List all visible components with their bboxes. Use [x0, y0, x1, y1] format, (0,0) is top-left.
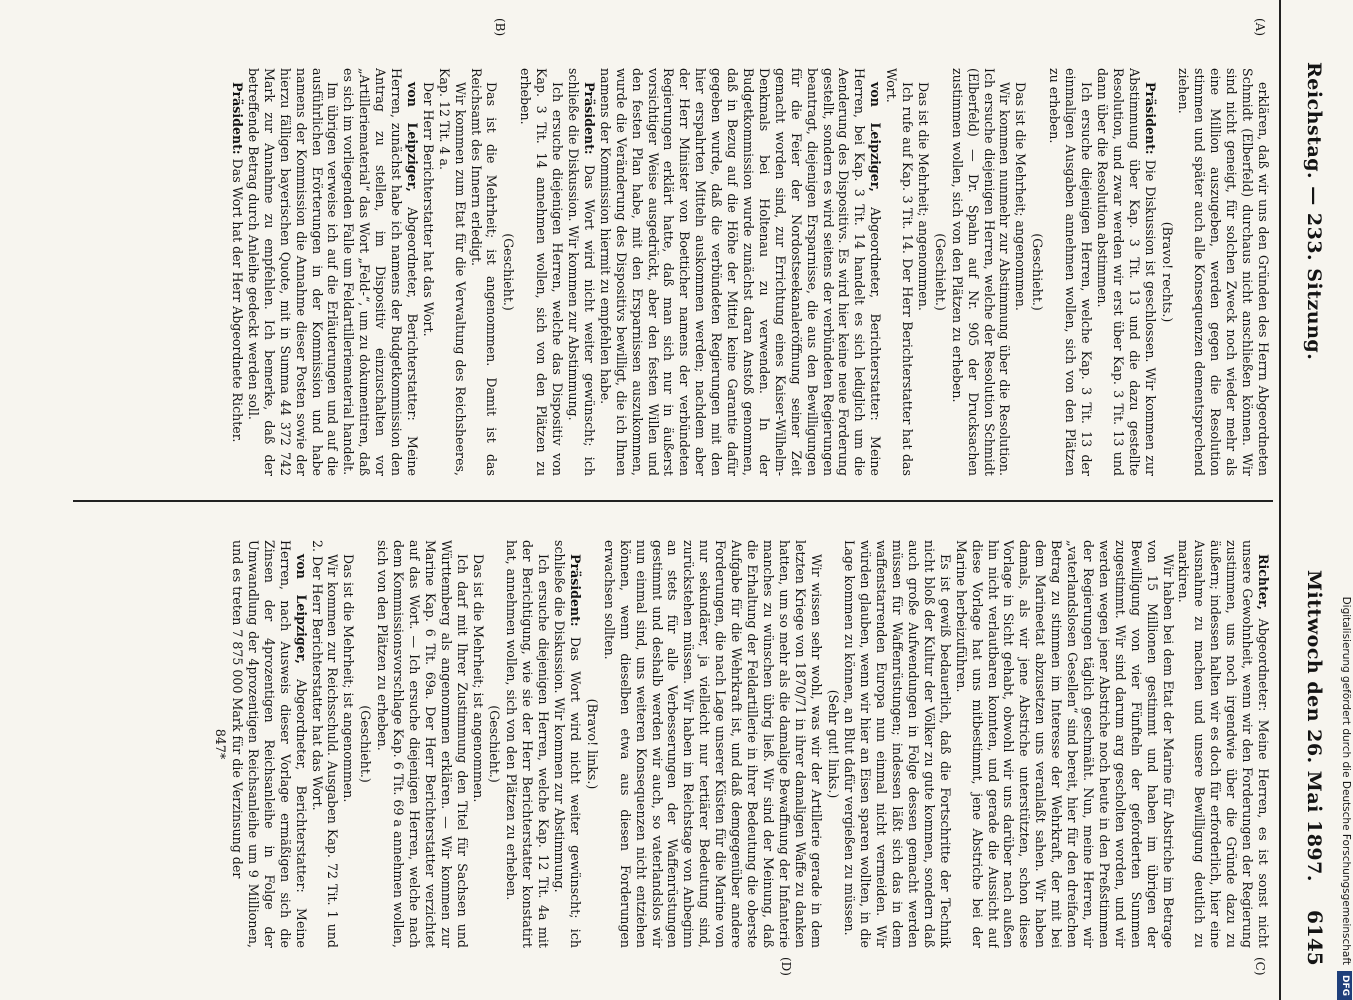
paragraph-text: Ich ersuche diejenigen Herren, welche das Dispositiv von Kap. 3 Tit. 14 annehmen wollen, sich von den Plätzen zu erheben.	[518, 68, 566, 476]
paragraph	[517, 68, 565, 476]
paragraph-text: Das ist die Mehrheit; ist angenommen.	[341, 554, 357, 803]
paragraph	[883, 68, 915, 476]
left-column	[71, 68, 1271, 476]
paragraph-text: Wir kommen nunmehr zur Abstimmung über die Resolution. Ich ersuche diejenigen Herren, welche der Resolution Schmidt (Elberfeld) — Dr. Spahn auf Nr. 905 der Drucksachen zustimmen wollen, sich von den Plätzen zu erheben.	[949, 68, 1013, 476]
paragraph-text: Das ist die Mehrheit; ist angenommen. Damit ist das Reichsamt des Innern erledigt.	[468, 68, 500, 476]
paragraph-text: Abgeordneter: Meine Herren, es ist sonst nicht unsere Gewohnheit, wenn wir den Forderungen der Regierung zustimmen, uns noch irgendwie über die Gründe dazu zu äußern; indessen halten wir es doch für erforderlich, hier eine Ausnahme zu machen und unsere Bewilligung deutlich zu markiren.	[1176, 540, 1271, 948]
paragraph-text: (Geschieht.)	[932, 233, 948, 311]
page-number: 6145	[1303, 910, 1327, 966]
margin-letter-c: (C)	[1253, 957, 1267, 976]
paragraph	[597, 68, 883, 476]
paragraph-text: Ich darf mit Ihrer Zustimmung den Titel für Sachsen und Württemberg als angenommen erklären. — Wir kommen zur Marine Kap. 6 Tit. 69a. Der Herr Berichterstatter verzichtet auf das Wort. — Ich ersuche diejenigen Herren, welche nach dem Kommissionsvorschlage Kap. 6 Tit. 69 a annehmen wollen, sich von den Plätzen zu erheben.	[375, 540, 470, 948]
paragraph-text: Das ist die Mehrheit; ist angenommen.	[470, 554, 486, 803]
column-divider	[73, 500, 1273, 502]
digitization-credit	[1338, 10, 1353, 1000]
paragraph-text: Das Wort wird nicht weiter gewünscht; ich schließe die Diskussion. Wir kommen zur Abstimmung.	[566, 68, 597, 476]
paragraph-text: Der Herr Berichterstatter hat das Wort.	[420, 82, 436, 337]
paragraph	[1176, 540, 1271, 948]
speaker-name: von Leipziger,	[868, 82, 884, 192]
paragraph-text: Das ist die Mehrheit; angenommen.	[915, 82, 931, 311]
paragraph-text: 847*	[213, 728, 229, 760]
paragraph-text: erklären, daß wir uns den Gründen des Herrn Abgeordneten Schmidt (Elberfeld) durchaus nicht anschließen können. Wir sind nicht geneigt, für solchen Zweck noch wieder mehr als eine Million auszugeben, werden gegen die Resolution stimmen und später auch alle Konsequenzen dementsprechend ziehen.	[1176, 68, 1271, 476]
paragraph	[468, 68, 500, 476]
paragraph-text: (Geschieht.)	[1030, 233, 1046, 311]
paragraph	[1013, 68, 1029, 476]
margin-letter-d: (D)	[779, 957, 793, 976]
paragraph	[915, 68, 931, 476]
paragraph-text: Abgeordneter, Berichterstatter: Meine Herren, bei Kap. 3 Tit. 14 handelt es sich lediglich um die Aenderung des Dispositivs. Es wird hier keine neue Forderung gestellt, sondern es wird seitens der verbündeten Regierungen beantragt, diejenigen Ersparnisse, die aus den Bewilligungen für die Feier der Nordostseekanaleröffnung seiner Zeit gemacht worden sind, zur Errichtung eines Kaiser-Wilhelm-Denkmals bei Holtenau zu verwenden. In der Budgetkommission wurde zunächst daran Anstoß genommen, daß in Bezug auf die Höhe der Mittel keine Garantie dafür gegeben wurde, daß die verbündeten Regierungen mit den hier erspahrten Mitteln auskommen werden; nachdem aber der Herr Minister von Boetticher namens der verbündeten Regierungen erklärt hatte, daß man sich nur in äußerst vorsichtiger Weise ausgedrückt, aber den festen Willen und den festen Plan habe, mit den Ersparnissen auszukommen, wurde die Veränderung des Dispositivs bewilligt, die ich Ihnen namens der Kommission hiermit zu empfehlen habe.	[597, 68, 884, 476]
paragraph-text: (Bravo! links.)	[584, 698, 600, 790]
paragraph	[949, 68, 1013, 476]
stage-direction	[212, 540, 228, 948]
speaker-name: Präsident:	[581, 82, 597, 155]
stage-direction	[487, 540, 503, 948]
credit-text: Digitalisierung gefördert durch die Deutsche Forschungsgemeinschaft	[1340, 596, 1352, 965]
paragraph-text: Das ist die Mehrheit; angenommen.	[1013, 82, 1029, 311]
stage-direction	[825, 540, 841, 948]
paragraph-text: Das Wort hat der Herr Abgeordnete Richter.	[230, 158, 245, 443]
paragraph-text: Ich ersuche diejenigen Herren, welche Kap. 12 Tit. 4a mit der Berichtigung, wie sie der Herr Berichterstatter konstatirt hat, annehmen wollen, sich von den Plätzen zu erheben.	[504, 540, 552, 948]
paragraph	[842, 540, 953, 948]
paragraph	[1176, 68, 1271, 476]
paragraph	[565, 68, 597, 476]
header-session-title: Reichstag. — 233. Sitzung.	[1303, 62, 1325, 361]
paragraph	[340, 68, 420, 476]
stage-direction	[501, 68, 517, 476]
paragraph	[551, 540, 583, 948]
margin-letter-a: (A)	[1253, 18, 1267, 37]
speaker-name: Präsident:	[568, 554, 584, 627]
right-column	[71, 540, 1271, 948]
paragraph	[420, 68, 436, 476]
header-date: Mittwoch den 26. Mai 1897.	[1303, 570, 1325, 882]
speaker-name: Präsident:	[1142, 82, 1158, 155]
paragraph-text: Abgeordneter, Berichterstatter: Meine Herren, zunächst habe ich namens der Budgetkommission den Antrag zu stellen, im Dispositiv einzuschalten vor „Artilleriematerial“ das Wort „Feld-“, um zu dokumentiren, daß es sich im vorliegenden Falle um Feldartilleriematerial handelt.	[341, 68, 420, 476]
paragraph	[1046, 68, 1094, 476]
paragraph-text: Abgeordneter, Berichterstatter: Meine Herren, nach Ausweis dieser Vorlage ermäßigen sich die Zinsen der 4prozentigen Reichsanleihe in Folge der Umwandlung der 4prozentigen Reichsanleihe um 9 Millionen, und es treten 7 875 000 Mark für die Verzinsung der	[230, 540, 309, 948]
paragraph	[504, 540, 552, 948]
paragraph-text: Ich rufe auf Kap. 3 Tit. 14. Der Herr Berichterstatter hat das Wort.	[884, 68, 916, 476]
paragraph-text: Das Wort wird nicht weiter gewünscht; ich schließe die Diskussion. Wir kommen zur Abstimmung.	[552, 540, 584, 948]
margin-letter-b: (B)	[493, 18, 507, 37]
paragraph-text: Wir kommen zum Etat für die Verwaltung des Reichsheeres, Kap. 12 Tit. 4 a.	[436, 68, 468, 476]
paragraph-text: (Geschieht.)	[501, 233, 517, 311]
stage-direction	[357, 540, 373, 948]
paragraph-text: Es ist gewiß bedauerlich, daß die Fortschritte der Technik nicht bloß der Kultur der Völker zu gute kommen, sondern daß auch große Aufwendungen in Folge dessen gemacht werden müssen für Waffenrüstungen; indessen läßt sich das in dem waffenstarrenden Europa nun einmal nicht vermeiden. Wir würden glauben, wenn wir hier an Eisen sparen wollten, in die Lage kommen zu können, an Blut dafür vergießen zu müssen.	[842, 540, 953, 948]
paragraph	[436, 68, 468, 476]
paragraph-text: Im übrigen verweise ich auf die Erläuterungen und auf die ausführlichen Erörterungen in der Kommission und habe namens der Kommission die Annahme dieser Posten sowie der hierzu fälligen bayerischen Quote, mit in Summa 44 372 742 Mark zur Annahme zu empfehlen. Ich bemerke, daß der betreffende Betrag durch Anleihe gedeckt werden soll.	[245, 68, 341, 476]
speaker-name: von Leipziger,	[293, 554, 309, 664]
paragraph-text: Wir kommen zur Reichsschuld. Ausgaben Kap. 72 Tit. 1 und 2. Der Herr Berichterstatter hat das Wort.	[309, 540, 341, 948]
paragraph-text: (Geschieht.)	[358, 705, 374, 783]
speaker-name: Präsident:	[230, 82, 245, 155]
stage-direction	[1029, 68, 1045, 476]
paragraph	[953, 540, 1176, 948]
stage-direction	[932, 68, 948, 476]
paragraph-text: (Bravo! rechts.)	[1159, 221, 1175, 323]
paragraph-text: Ich ersuche diejenigen Herren, welche Kap. 3 Tit. 13 der einmaligen Ausgaben annehmen wollen, sich von den Plätzen zu erheben.	[1047, 68, 1095, 476]
paragraph	[309, 540, 341, 948]
paragraph	[1094, 68, 1158, 476]
paragraph	[601, 540, 824, 948]
speaker-name: Richter,	[1256, 554, 1271, 611]
paragraph	[229, 540, 309, 948]
speaker-name: von Leipziger,	[404, 82, 420, 192]
paragraph-text: Wir wissen sehr wohl, was wir der Artillerie gerade in dem letzten Kriege von 1870/71 in ihrer damaligen Waffe zu danken hatten, um so mehr als die damalige Bewaffnung der Infanterie manches zu wünschen übrig ließ. Wir sind der Meinung, daß die Erhaltung der Feldartillerie in ihrer Bedeutung die oberste Aufgabe für die Wehrkraft ist, und daß demgegenüber andere Forderungen, die nach Lage unserer Küsten für die Marine von nur sekundärer, ja vielleicht nur tertiärer Bedeutung sind, zurückstehen müssen. Wir haben im Reichstage von Anbeginn an stets für alle Verbesserungen der Waffenrüstungen gestimmt und deshalb werden wir auch, so vaterlandslos wir nun einmal sind, uns weiteren Konsequenzen nicht entziehen können, wenn dieselben etwa aus diesen Forderungen erwachsen sollten.	[601, 540, 824, 948]
paragraph-text: (Geschieht.)	[487, 705, 503, 783]
paragraph	[340, 540, 356, 948]
paragraph	[229, 68, 245, 476]
paragraph-text: Die Diskussion ist geschlossen. Wir kommen zur Abstimmung über Kap. 3 Tit. 13 und die dazu gestellte Resolution, und zwar werden wir erst über Kap. 3 Tit. 13 und dann über die Resolution abstimmen.	[1094, 68, 1158, 476]
paragraph	[245, 68, 340, 476]
paragraph-text: (Sehr gut! links.)	[825, 689, 841, 799]
stage-direction	[1159, 68, 1175, 476]
paragraph	[374, 540, 469, 948]
paragraph	[470, 540, 486, 948]
paragraph-text: Wir haben bei dem Etat der Marine für Abstriche im Betrage von 15 Millionen gestimmt und haben im übrigen der Bewilligung von vier Fünfteln der geforderten Summen zugestimmt. Wir sind darum arg gescholten worden, und wir werden wegen jener Abstriche noch heute in den Preßstimmen der Regierungen täglich geschmäht. Nun, meine Herren, wir „vaterlandslosen Gesellen“ sind bereit, hier für den dreifachen Betrag zu stimmen im Interesse der Wehrkraft, der mit bei dem Marineetat abzusetzen uns veranlaßt sahen. Wir haben damals, als wir jene Abstriche unterstützten, schon diese Vorlage in Sicht gehabt, obwohl wir uns darüber nach außen hin nicht verlautbaren konnten, und gerade die Aussicht auf diese Vorlage hat uns mitbestimmt, jene Abstriche bei der Marine herbeizuführen.	[953, 540, 1176, 948]
dfg-logo: DFG	[1337, 971, 1352, 1000]
stage-direction	[584, 540, 600, 948]
